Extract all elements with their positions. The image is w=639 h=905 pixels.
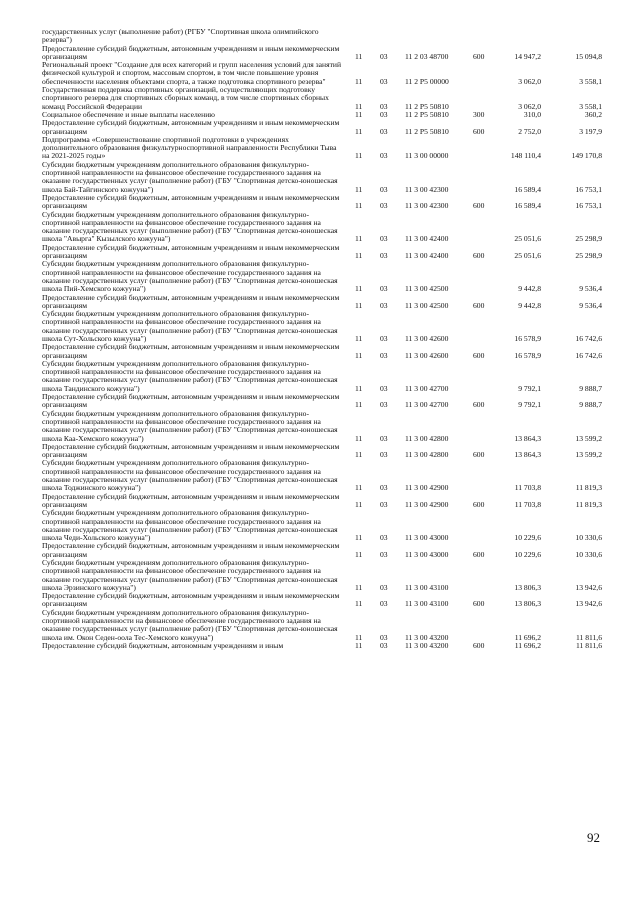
amount-year-2: 25 298,9 — [575, 251, 602, 261]
row-name: Предоставление субсидий бюджетным, автономным учреждениям и иным некоммерческим организациям — [42, 541, 340, 559]
subsection-code: 03 — [380, 300, 388, 310]
amount-year-2: 16 753,1 — [575, 184, 602, 194]
table-row — [42, 609, 604, 642]
section-code: 11 — [355, 234, 363, 244]
row-name: Субсидии бюджетным учреждениям дополнительного образования физкультурно-спортивной направленности на финансовое обеспечение государственного задания на оказание государственных услуг (выполнение работ) (ГБУ "Спортивная детско-юношеская школа Сут-Хольского кожууна") — [42, 309, 338, 343]
row-name: Предоставление субсидий бюджетным, автономным учреждениям и иным некоммерческим организациям — [42, 392, 340, 410]
expense-type-code — [467, 211, 495, 244]
subsection-code: 03 — [380, 582, 388, 592]
target-article-code: 11 3 00 42800 — [405, 433, 449, 443]
subsection-code: 03 — [380, 76, 388, 86]
section-code: 11 — [355, 400, 363, 410]
budget-table-body — [42, 28, 604, 650]
expense-type-code — [467, 559, 495, 592]
table-row — [42, 542, 604, 559]
row-name: Предоставление субсидий бюджетным, автономным учреждениям и иным некоммерческим организациям — [42, 591, 340, 609]
table-row — [42, 310, 604, 343]
expense-type-code: 600 — [473, 300, 485, 310]
section-code: 11 — [355, 109, 363, 119]
table-row — [42, 194, 604, 211]
table-row — [42, 161, 604, 194]
table-row — [42, 459, 604, 492]
row-name: Подпрограмма «Совершенствование спортивной подготовки в учреждениях дополнительного образования физкультурноспортивной направленности Республики Тыва на 2021-2025 годы» — [42, 134, 337, 161]
table-row — [42, 393, 604, 410]
expense-type-code — [467, 260, 495, 293]
target-article-code: 11 2 03 48700 — [405, 51, 449, 61]
row-name: Субсидии бюджетным учреждениям дополнительного образования физкультурно-спортивной направленности на финансовое обеспечение государственного задания на оказание государственных услуг (выполнение работ) (ГБУ "Спортивная детско-юношеская школа Пий-Хемского кожууна") — [42, 259, 338, 294]
target-article-code: 11 2 P5 50810 — [405, 109, 449, 119]
amount-year-2: 13 599,2 — [575, 433, 602, 443]
expense-type-code: 600 — [473, 400, 485, 410]
target-article-code: 11 3 00 43100 — [405, 582, 449, 592]
table-row — [42, 509, 604, 542]
expense-type-code: 600 — [473, 499, 485, 509]
amount-year-1: 2 752,0 — [518, 126, 541, 136]
amount-year-2: 9 536,4 — [579, 300, 602, 310]
amount-year-2: 9 888,7 — [579, 400, 602, 410]
target-article-code: 11 2 P5 50810 — [405, 126, 449, 136]
table-row — [42, 61, 604, 86]
expense-type-code — [467, 28, 495, 45]
amount-year-2: 25 298,9 — [575, 234, 602, 244]
expense-type-code — [467, 459, 495, 492]
target-article-code: 11 3 00 42400 — [405, 251, 449, 261]
target-article-code: 11 3 00 42900 — [405, 483, 449, 493]
amount-year-2: 3 558,1 — [579, 101, 602, 111]
table-row — [42, 211, 604, 244]
section-code: 11 — [355, 632, 363, 642]
expense-type-code: 600 — [473, 201, 485, 211]
amount-year-1: 16 578,9 — [514, 333, 541, 343]
amount-year-2 — [551, 28, 604, 45]
target-article-code: 11 3 00 43000 — [405, 533, 449, 543]
row-name: Предоставление субсидий бюджетным, автономным учреждениям и иным некоммерческим организациям — [42, 192, 340, 211]
section-code: 11 — [355, 599, 363, 609]
section-code: 11 — [355, 284, 363, 294]
section-code: 11 — [355, 383, 363, 393]
row-name: Субсидии бюджетным учреждениям дополнительного образования физкультурно-спортивной направленности на финансовое обеспечение государственного задания на оказание государственных услуг (выполнение работ) (ГБУ "Спортивная детско-юношеская школа им. Окон Седен-оола Тес-Хемского кожууна") — [42, 607, 338, 642]
expense-type-code — [467, 410, 495, 443]
section-code: 11 — [355, 450, 363, 460]
section-code: 11 — [355, 201, 363, 211]
amount-year-1: 16 589,4 — [514, 184, 541, 194]
section-code: 11 — [355, 151, 363, 161]
amount-year-1: 148 110,4 — [510, 151, 541, 161]
row-name: Предоставление субсидий бюджетным, автономным учреждениям и иным некоммерческим организациям — [42, 118, 340, 136]
section-code: 11 — [355, 300, 363, 310]
row-name: Социальное обеспечение и иные выплаты населению — [42, 109, 215, 119]
table-row — [42, 86, 604, 111]
target-article-code: 11 3 00 43200 — [405, 632, 449, 642]
target-article-code: 11 2 P5 00000 — [405, 76, 449, 86]
amount-year-1: 11 696,2 — [514, 640, 541, 650]
row-name: Предоставление субсидий бюджетным, автономным учреждениям и иным некоммерческим организациям — [42, 43, 340, 61]
section-code: 11 — [355, 640, 363, 650]
section-code: 11 — [355, 499, 363, 509]
amount-year-2: 9 536,4 — [579, 284, 602, 294]
target-article-code: 11 3 00 42600 — [405, 333, 449, 343]
section-code: 11 — [355, 433, 363, 443]
amount-year-2: 16 753,1 — [575, 201, 602, 211]
amount-year-2: 3 197,9 — [579, 126, 602, 136]
amount-year-1: 3 062,0 — [518, 76, 541, 86]
amount-year-1: 25 051,6 — [514, 234, 541, 244]
expense-type-code — [467, 360, 495, 393]
row-name: Предоставление субсидий бюджетным, автономным учреждениям и иным некоммерческим организациям — [42, 292, 340, 310]
amount-year-1: 9 792,1 — [518, 383, 541, 393]
expense-type-code — [467, 509, 495, 542]
row-name: Субсидии бюджетным учреждениям дополнительного образования физкультурно-спортивной направленности на финансовое обеспечение государственного задания на оказание государственных услуг (выполнение работ) (ГБУ "Спортивная детско-юношеская школа Тандинского кожууна") — [42, 358, 338, 393]
section-code: 11 — [355, 549, 363, 559]
subsection-code: 03 — [380, 499, 388, 509]
expense-type-code — [467, 310, 495, 343]
subsection-code — [374, 28, 399, 45]
section-code — [349, 28, 374, 45]
expense-type-code — [467, 86, 495, 111]
row-name: Предоставление субсидий бюджетным, автономным учреждениям и иным некоммерческим организациям — [42, 441, 340, 460]
target-article-code — [399, 28, 467, 45]
table-row — [42, 244, 604, 261]
amount-year-2: 11 811,6 — [575, 632, 602, 642]
section-code: 11 — [355, 582, 363, 592]
table-row — [42, 260, 604, 293]
amount-year-1: 13 806,3 — [514, 582, 541, 592]
subsection-code: 03 — [380, 234, 388, 244]
table-row — [42, 136, 604, 161]
section-code: 11 — [355, 126, 363, 136]
expense-type-code: 600 — [473, 251, 485, 261]
table-row — [42, 343, 604, 360]
subsection-code: 03 — [380, 383, 388, 393]
row-name: Предоставление субсидий бюджетным, автономным учреждениям и иным некоммерческим организациям — [42, 242, 340, 261]
section-code: 11 — [355, 350, 363, 360]
target-article-code: 11 3 00 42500 — [405, 300, 449, 310]
table-row — [42, 592, 604, 609]
target-article-code: 11 3 00 42800 — [405, 450, 449, 460]
amount-year-1: 16 578,9 — [514, 350, 541, 360]
row-name: Субсидии бюджетным учреждениям дополнительного образования физкультурно-спортивной направленности на финансовое обеспечение государственного задания на оказание государственных услуг (выполнение работ) (ГБУ "Спортивная детско-юношеская школа Каа-Хемского кожууна") — [42, 408, 338, 443]
target-article-code: 11 3 00 00000 — [405, 151, 449, 161]
subsection-code: 03 — [380, 251, 388, 261]
amount-year-2: 149 170,8 — [571, 151, 602, 161]
expense-type-code — [467, 161, 495, 194]
expense-type-code: 600 — [473, 599, 485, 609]
amount-year-1: 9 792,1 — [518, 400, 541, 410]
section-code: 11 — [355, 51, 363, 61]
target-article-code: 11 3 00 42700 — [405, 383, 449, 393]
subsection-code: 03 — [380, 151, 388, 161]
amount-year-1: 11 703,8 — [514, 483, 541, 493]
amount-year-1: 9 442,8 — [518, 284, 541, 294]
expense-type-code: 600 — [473, 51, 485, 61]
amount-year-1: 13 864,3 — [514, 450, 541, 460]
amount-year-2: 16 742,6 — [575, 333, 602, 343]
amount-year-1: 11 696,2 — [514, 632, 541, 642]
target-article-code: 11 3 00 42900 — [405, 499, 449, 509]
subsection-code: 03 — [380, 483, 388, 493]
section-code: 11 — [355, 101, 363, 111]
table-row — [42, 493, 604, 510]
amount-year-1: 13 806,3 — [514, 599, 541, 609]
target-article-code: 11 3 00 42300 — [405, 184, 449, 194]
row-name: Субсидии бюджетным учреждениям дополнительного образования физкультурно-спортивной направленности на финансовое обеспечение государственного задания на оказание государственных услуг (выполнение работ) (ГБУ "Спортивная детско-юношеская школа Бай-Тайгинского кожууна") — [42, 159, 338, 194]
table-row — [42, 642, 604, 650]
row-name: Субсидии бюджетным учреждениям дополнительного образования физкультурно-спортивной направленности на финансовое обеспечение государственного задания на оказание государственных услуг (выполнение работ) (ГБУ "Спортивная детско-юношеская школа Эрзинского кожууна") — [42, 558, 338, 592]
section-code: 11 — [355, 76, 363, 86]
subsection-code: 03 — [380, 184, 388, 194]
subsection-code: 03 — [380, 549, 388, 559]
amount-year-2: 13 599,2 — [575, 450, 602, 460]
subsection-code: 03 — [380, 109, 388, 119]
table-row — [42, 45, 604, 62]
amount-year-2: 13 942,6 — [575, 599, 602, 609]
table-row — [42, 559, 604, 592]
expense-type-code: 600 — [473, 640, 485, 650]
section-code: 11 — [355, 533, 363, 543]
row-name: государственных услуг (выполнение работ) (РГБУ "Спортивная школа олимпийского резерва") — [42, 27, 319, 45]
subsection-code: 03 — [380, 640, 388, 650]
subsection-code: 03 — [380, 400, 388, 410]
subsection-code: 03 — [380, 632, 388, 642]
expense-type-code — [467, 136, 495, 161]
row-name: Региональный проект "Создание для всех категорий и групп населения условий для занятий физической культурой и спортом, массовым спортом, в том числе повышение уровня обеспеченности населения объектами спорта, а также подготовка спортивного резерва" — [42, 60, 342, 86]
row-name: Субсидии бюджетным учреждениям дополнительного образования физкультурно-спортивной направленности на финансовое обеспечение государственного задания на оказание государственных услуг (выполнение работ) (ГБУ "Спортивная детско-юношеская школа Чеди-Хольского кожууна") — [42, 508, 338, 543]
target-article-code: 11 3 00 43100 — [405, 599, 449, 609]
amount-year-2: 16 742,6 — [575, 350, 602, 360]
row-name: Предоставление субсидий бюджетным, автономным учреждениям и иным некоммерческим организациям — [42, 491, 340, 509]
table-row — [42, 360, 604, 393]
expense-type-code: 600 — [473, 549, 485, 559]
amount-year-1: 3 062,0 — [518, 101, 541, 111]
amount-year-2: 15 094,8 — [575, 51, 602, 61]
amount-year-1: 14 947,2 — [514, 51, 541, 61]
target-article-code: 11 3 00 42300 — [405, 201, 449, 211]
target-article-code: 11 3 00 43000 — [405, 549, 449, 559]
expense-type-code — [467, 61, 495, 86]
row-name: Государственная поддержка спортивных организаций, осуществляющих подготовку спортивного резерва для спортивных сборных команд, в том числе спортивных сборных команд Российской Федерации — [42, 85, 329, 111]
subsection-code: 03 — [380, 599, 388, 609]
budget-table — [42, 28, 604, 650]
amount-year-1: 10 229,6 — [514, 549, 541, 559]
amount-year-2: 10 330,6 — [575, 549, 602, 559]
row-name: Предоставление субсидий бюджетным, автономным учреждениям и иным — [42, 640, 284, 650]
amount-year-2: 11 811,6 — [575, 640, 602, 650]
amount-year-2: 360,2 — [584, 109, 602, 119]
amount-year-1: 25 051,6 — [514, 251, 541, 261]
amount-year-2: 3 558,1 — [579, 76, 602, 86]
subsection-code: 03 — [380, 284, 388, 294]
table-row — [42, 28, 604, 45]
subsection-code: 03 — [380, 350, 388, 360]
section-code: 11 — [355, 184, 363, 194]
table-row — [42, 294, 604, 311]
target-article-code: 11 3 00 43200 — [405, 640, 449, 650]
amount-year-2: 11 819,3 — [575, 499, 602, 509]
expense-type-code — [467, 609, 495, 642]
target-article-code: 11 3 00 42500 — [405, 284, 449, 294]
target-article-code: 11 2 P5 50810 — [405, 101, 449, 111]
page-number: 92 — [587, 830, 600, 845]
row-name: Предоставление субсидий бюджетным, автономным учреждениям и иным некоммерческим организациям — [42, 342, 340, 360]
expense-type-code: 300 — [473, 109, 485, 119]
amount-year-1: 310,0 — [523, 109, 541, 119]
expense-type-code: 600 — [473, 350, 485, 360]
row-name: Субсидии бюджетным учреждениям дополнительного образования физкультурно-спортивной направленности на финансовое обеспечение государственного задания на оказание государственных услуг (выполнение работ) (ГБУ "Спортивная детско-юношеская школа Тоджинского кожууна") — [42, 458, 338, 493]
target-article-code: 11 3 00 42600 — [405, 350, 449, 360]
subsection-code: 03 — [380, 333, 388, 343]
amount-year-2: 9 888,7 — [579, 383, 602, 393]
amount-year-1: 16 589,4 — [514, 201, 541, 211]
section-code: 11 — [355, 251, 363, 261]
subsection-code: 03 — [380, 101, 388, 111]
amount-year-2: 10 330,6 — [575, 533, 602, 543]
amount-year-2: 13 942,6 — [575, 582, 602, 592]
subsection-code: 03 — [380, 433, 388, 443]
section-code: 11 — [355, 483, 363, 493]
table-row — [42, 119, 604, 136]
expense-type-code: 600 — [473, 126, 485, 136]
subsection-code: 03 — [380, 126, 388, 136]
section-code: 11 — [355, 333, 363, 343]
target-article-code: 11 3 00 42400 — [405, 234, 449, 244]
amount-year-1: 9 442,8 — [518, 300, 541, 310]
subsection-code: 03 — [380, 51, 388, 61]
row-name: Субсидии бюджетным учреждениям дополнительного образования физкультурно-спортивной направленности на финансовое обеспечение государственного задания на оказание государственных услуг (выполнение работ) (ГБУ "Спортивная детско-юношеская школа "Авырга" Кызылского кожууна") — [42, 209, 338, 244]
subsection-code: 03 — [380, 533, 388, 543]
expense-type-code: 600 — [473, 450, 485, 460]
amount-year-1: 11 703,8 — [514, 499, 541, 509]
subsection-code: 03 — [380, 201, 388, 211]
table-row — [42, 443, 604, 460]
amount-year-2: 11 819,3 — [575, 483, 602, 493]
amount-year-1: 13 864,3 — [514, 433, 541, 443]
table-row — [42, 410, 604, 443]
subsection-code: 03 — [380, 450, 388, 460]
amount-year-1 — [495, 28, 551, 45]
amount-year-1: 10 229,6 — [514, 533, 541, 543]
target-article-code: 11 3 00 42700 — [405, 400, 449, 410]
